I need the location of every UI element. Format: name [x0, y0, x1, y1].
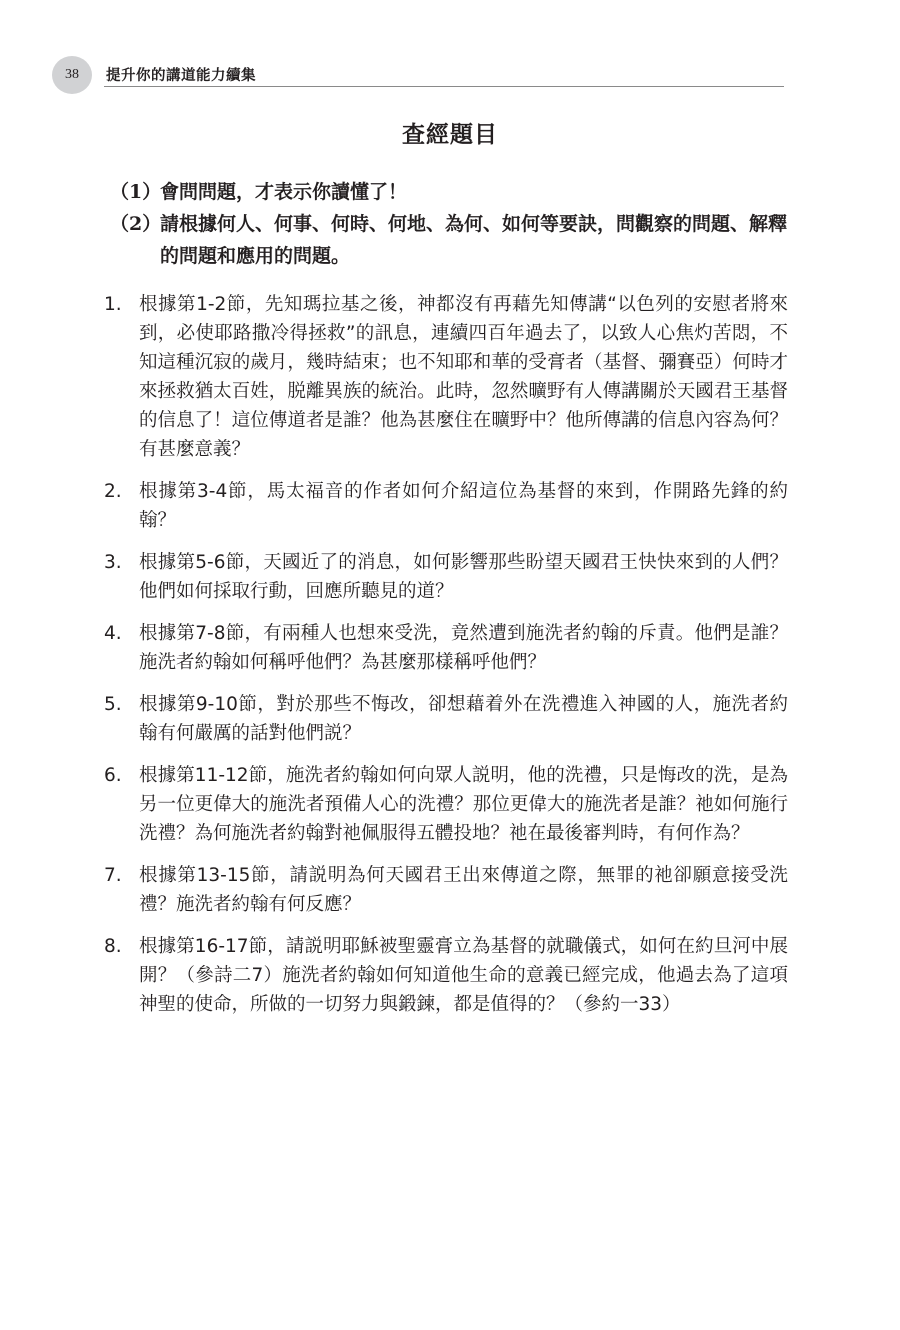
question-text: 根據第11-12節，施洗者約翰如何向眾人説明，他的洗禮，只是悔改的洗，是為另一位更偉大的施洗者預備人心的洗禮？那位更偉大的施洗者是誰？祂如何施行洗禮？為何施洗者約翰對祂佩服得五體投地？祂在最後審判時，有何作為？ [139, 765, 788, 844]
question-number: 6. [104, 765, 122, 786]
question-item [104, 548, 788, 606]
page-number: 38 [52, 56, 92, 94]
section-title: 查經題目 [402, 122, 498, 148]
question-number: 7. [104, 865, 122, 886]
question-text: 根據第16-17節，請説明耶穌被聖靈膏立為基督的就職儀式，如何在約旦河中展開？（參詩二7）施洗者約翰如何知道他生命的意義已經完成，他過去為了這項神聖的使命，所做的一切努力與鍛鍊，都是值得的？（參約一33） [139, 936, 788, 1015]
question-number: 1. [104, 294, 122, 315]
question-item [104, 619, 788, 677]
question-text: 根據第13-15節，請説明為何天國君王出來傳道之際，無罪的祂卻願意接受洗禮？施洗者約翰有何反應？ [139, 865, 788, 915]
question-text: 根據第7-8節，有兩種人也想來受洗，竟然遭到施洗者約翰的斥責。他們是誰？施洗者約翰如何稱呼他們？為甚麼那樣稱呼他們？ [139, 623, 788, 673]
question-item [104, 861, 788, 919]
question-text: 根據第9-10節，對於那些不悔改，卻想藉着外在洗禮進入神國的人，施洗者約翰有何嚴厲的話對他們説？ [139, 694, 788, 744]
intro-text: 會問問題，才表示你讀懂了！ [160, 181, 408, 203]
question-item [104, 477, 788, 535]
question-text: 根據第1-2節，先知瑪拉基之後，神都沒有再藉先知傳講“以色列的安慰者將來到，必使耶路撒冷得拯救”的訊息，連續四百年過去了，以致人心焦灼苦悶，不知這種沉寂的歲月，幾時結束；也不知耶和華的受膏者（基督、彌賽亞）何時才來拯救猶太百姓，脱離異族的統治。此時，忽然曠野有人傳講關於天國君王基督的信息了！這位傳道者是誰？他為甚麼住在曠野中？他所傳講的信息內容為何？有甚麼意義？ [139, 294, 788, 460]
intro-item [110, 176, 790, 208]
question-number: 2. [104, 481, 122, 502]
question-item [104, 290, 788, 464]
question-number: 8. [104, 936, 122, 957]
question-number: 5. [104, 694, 122, 715]
intro-item [110, 208, 790, 272]
question-number: 4. [104, 623, 122, 644]
question-number: 3. [104, 552, 122, 573]
page-header [52, 56, 784, 92]
question-text: 根據第5-6節，天國近了的消息，如何影響那些盼望天國君王快快來到的人們？他們如何採取行動，回應所聽見的道？ [139, 552, 788, 602]
question-item [104, 932, 788, 1019]
intro-text: 請根據何人、何事、何時、何地、為何、如何等要訣，問觀察的問題、解釋的問題和應用的問題。 [160, 213, 788, 267]
question-item [104, 761, 788, 848]
question-list [104, 290, 788, 1032]
header-divider [104, 86, 784, 87]
intro-number: （2） [110, 213, 162, 235]
intro-number: （1） [110, 181, 162, 203]
intro-list [110, 176, 790, 272]
question-text: 根據第3-4節，馬太福音的作者如何介紹這位為基督的來到，作開路先鋒的約翰？ [139, 481, 788, 531]
question-item [104, 690, 788, 748]
book-title: 提升你的講道能力續集 [106, 68, 256, 84]
